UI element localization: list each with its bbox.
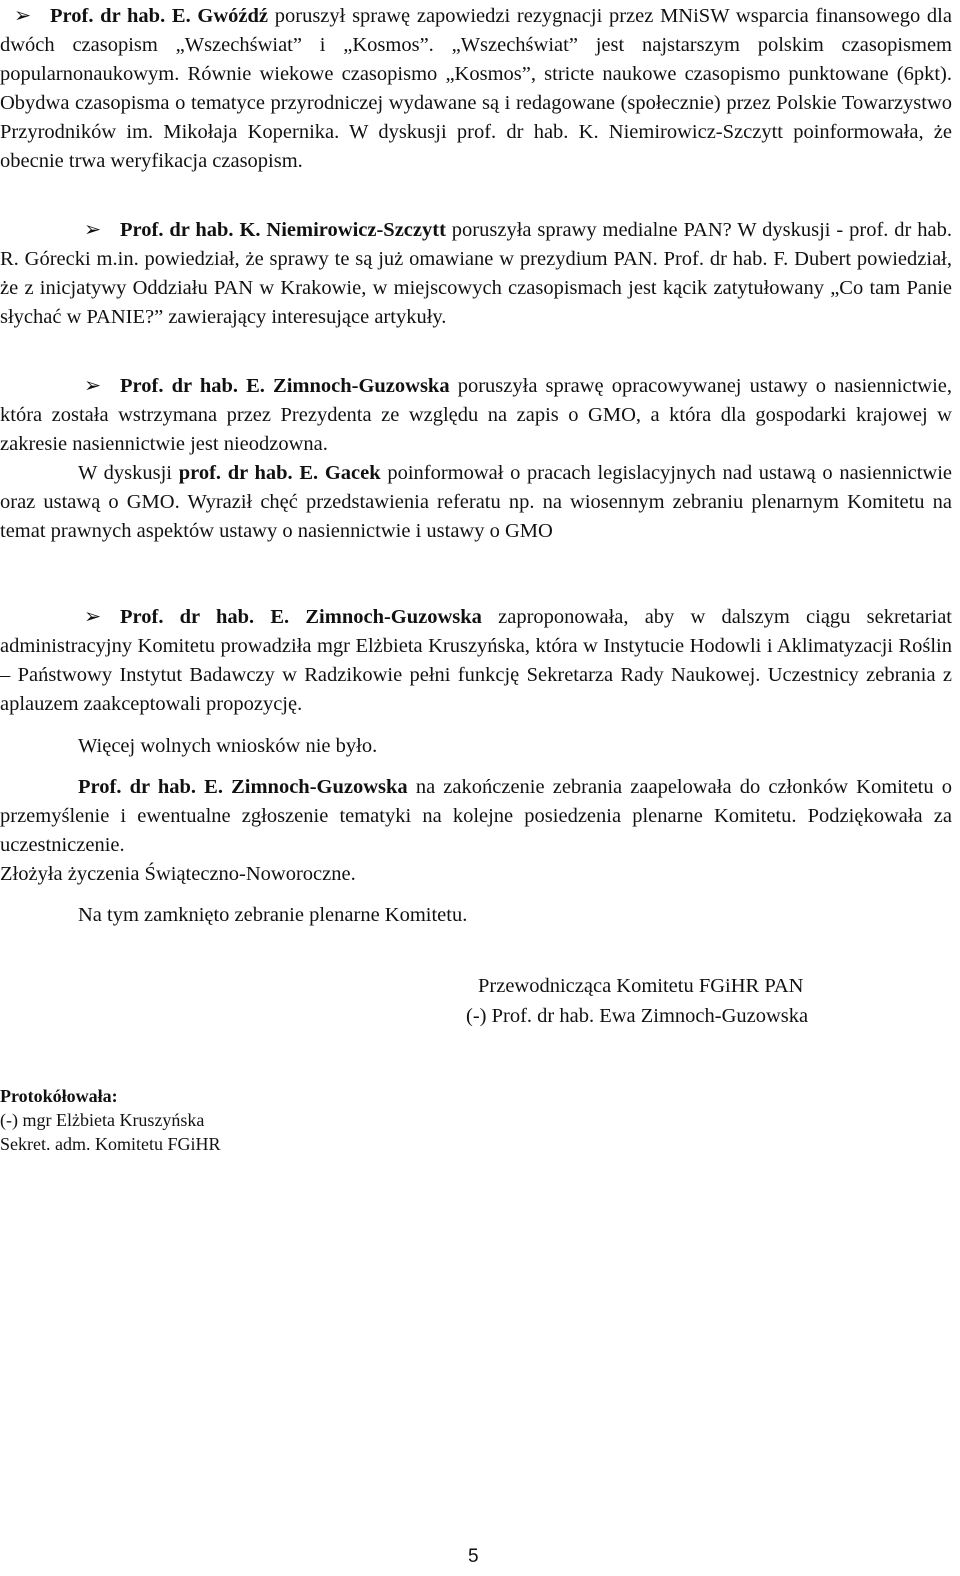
- speaker-name: Prof. dr hab. E. Zimnoch-Guzowska: [120, 375, 450, 397]
- protocol-heading: Protokółowała:: [0, 1086, 118, 1106]
- speaker-name: Prof. dr hab. E. Zimnoch-Guzowska: [78, 776, 408, 798]
- arrow-bullet-icon: ➢: [84, 606, 102, 628]
- arrow-bullet-icon: ➢: [84, 375, 102, 397]
- speaker-name: Prof. dr hab. E. Gwóźdź: [50, 5, 269, 27]
- signature-title: Przewodnicząca Komitetu FGiHR PAN: [478, 975, 804, 997]
- paragraph-gacek: [0, 459, 952, 546]
- signature-name: (-) Prof. dr hab. Ewa Zimnoch-Guzowska: [466, 1005, 809, 1027]
- paragraph-zamkniecie: [0, 901, 952, 930]
- paragraph-zakonczenie: [0, 773, 952, 889]
- paragraph-zimnoch-ustawa: [0, 372, 952, 459]
- paragraph-gwozdz: [0, 2, 952, 176]
- protocol-role: Sekret. adm. Komitetu FGiHR: [0, 1134, 221, 1154]
- paragraph-zimnoch-sekretariat: [0, 603, 952, 719]
- paragraph-lead: W dyskusji: [78, 462, 172, 484]
- page-number: 5: [468, 1546, 479, 1567]
- paragraph-text-line2: Złożyła życzenia Świąteczno-Noworoczne.: [0, 863, 356, 885]
- paragraph-niemirowicz: [0, 216, 952, 332]
- paragraph-text: poruszył sprawę zapowiedzi rezygnacji przez MNiSW wsparcia finansowego dla dwóch czasopism „Wszechświat” i „Kosmos”. „Wszechświat” jest najstarszym polskim czasopismem popularnonaukowym. Równie wiekowe czasopismo „Kosmos”, stricte naukowe czasopismo punktowane (6pkt). Obydwa czasopisma o tematyce przyrodniczej wydawane są i redagowane (społecznie) przez Polskie Towarzystwo Przyrodników im. Mikołaja Kopernika. W dyskusji prof. dr hab. K. Niemirowicz-Szczytt poinformowała, że obecnie trwa weryfikacja czasopism.: [0, 5, 952, 172]
- arrow-bullet-icon: ➢: [14, 5, 32, 27]
- paragraph-text: Na tym zamknięto zebranie plenarne Komitetu.: [78, 904, 468, 926]
- protocol-name: (-) mgr Elżbieta Kruszyńska: [0, 1110, 205, 1130]
- speaker-name: prof. dr hab. E. Gacek: [178, 462, 381, 484]
- speaker-name: Prof. dr hab. K. Niemirowicz-Szczytt: [120, 219, 446, 241]
- paragraph-text: zaproponowała, aby w dalszym ciągu sekretariat administracyjny Komitetu prowadziła mgr Elżbieta Kruszyńska, która w Instytucie Hodowli i Aklimatyzacji Roślin – Państwowy Instytut Badawczy w Radzikowie pełni funkcję Sekretarza Rady Naukowej. Uczestnicy zebrania z aplauzem zaakceptowali propozycję.: [0, 606, 953, 715]
- paragraph-text: Więcej wolnych wniosków nie było.: [78, 735, 378, 757]
- paragraph-text: poruszyła sprawę opracowywanej ustawy o nasiennictwie, która została wstrzymana przez Prezydenta ze względu na zapis o GMO, a która dla gospodarki krajowej w zakresie nasiennictwie jest nieodzowna.: [0, 375, 952, 455]
- paragraph-wnioski: [0, 732, 952, 761]
- paragraph-text: poinformował o pracach legislacyjnych nad ustawą o nasiennictwie oraz ustawą o GMO. Wyraził chęć przedstawienia referatu np. na wiosennym zebraniu plenarnym Komitetu na temat prawnych aspektów ustawy o nasiennictwie i ustawy o GMO: [0, 462, 953, 542]
- paragraph-text: na zakończenie zebrania zaapelowała do członków Komitetu o przemyślenie i ewentualne zgłoszenie tematyki na kolejne posiedzenia plenarne Komitetu. Podziękowała za uczestniczenie.: [0, 776, 952, 856]
- speaker-name: Prof. dr hab. E. Zimnoch-Guzowska: [120, 606, 482, 628]
- paragraph-text: poruszyła sprawy medialne PAN? W dyskusji - prof. dr hab. R. Górecki m.in. powiedział, że sprawy te są już omawiane w prezydium PAN. Prof. dr hab. F. Dubert powiedział, że z inicjatywy Oddziału PAN w Krakowie, w miejscowych czasopismach jest kącik zatytułowany „Co tam Panie słychać w PANIE?” zawierający interesujące artykuły.: [0, 219, 952, 328]
- arrow-bullet-icon: ➢: [84, 219, 102, 241]
